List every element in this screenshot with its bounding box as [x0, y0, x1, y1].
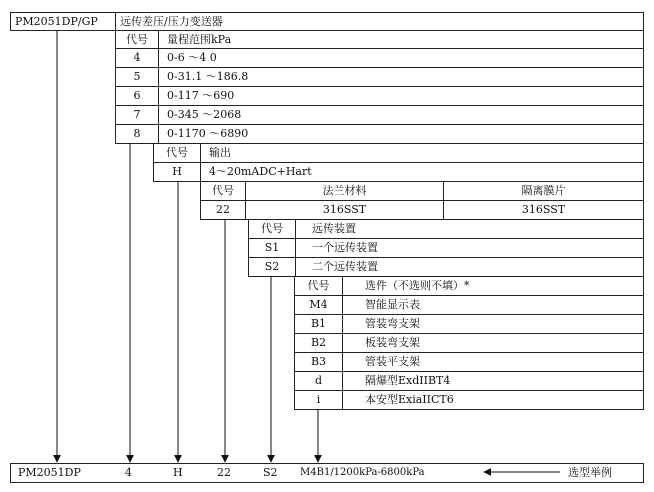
- flange-code: 22: [216, 203, 230, 216]
- range-value: 0-345 ～2068: [167, 108, 242, 121]
- range-value: 0-31.1 ～186.8: [167, 70, 249, 83]
- range-code: 5: [133, 70, 141, 83]
- example-range-code: 4: [125, 466, 132, 479]
- remote-title: 远传装置: [312, 222, 356, 235]
- model-name: PM2051DP/GP: [15, 15, 98, 28]
- flange-material-title: 法兰材料: [322, 184, 367, 197]
- code-label: 代号: [212, 184, 234, 197]
- remote-value: 一个远传装置: [312, 241, 378, 254]
- code-label: 代号: [126, 33, 148, 46]
- code-label: 代号: [261, 222, 283, 235]
- flange-material: 316SST: [322, 203, 367, 216]
- product-title: 远传差压/压力变送器: [120, 15, 223, 28]
- example-model: PM2051DP: [18, 466, 81, 479]
- code-label: 代号: [166, 146, 188, 159]
- range-value: 0-117 ～690: [167, 89, 235, 102]
- option-code: B3: [310, 355, 327, 368]
- output-code: H: [172, 165, 182, 178]
- example-options-code: M4B1/1200kPa-6800kPa: [300, 467, 425, 478]
- range-code: 4: [133, 51, 141, 64]
- option-code: d: [314, 374, 323, 387]
- option-value: 管装平支架: [365, 355, 420, 368]
- remote-value: 二个远传装置: [312, 260, 378, 273]
- diaphragm-material: 316SST: [521, 203, 566, 216]
- option-value: 本安型ExiaIICT6: [365, 393, 454, 406]
- example-flange-code: 22: [217, 466, 231, 479]
- diaphragm-title: 隔离膜片: [521, 184, 566, 197]
- range-code: 8: [133, 127, 141, 140]
- option-value: 智能显示表: [365, 298, 420, 311]
- option-code: B1: [310, 317, 327, 330]
- example-remote-code: S2: [263, 466, 278, 479]
- options-title: 选件（不选则不填）*: [365, 279, 470, 292]
- range-code: 7: [133, 108, 141, 121]
- remote-code: S1: [264, 241, 280, 254]
- code-label: 代号: [307, 279, 330, 292]
- example-output-code: H: [173, 466, 183, 479]
- range-value: 0-6 ～4 0: [167, 51, 217, 64]
- example-label: 选型举例: [568, 466, 612, 479]
- option-value: 隔爆型ExdIIBT4: [365, 374, 451, 387]
- option-code: i: [316, 393, 321, 406]
- range-title: 量程范围kPa: [167, 33, 232, 46]
- option-value: 板装弯支架: [365, 336, 420, 349]
- option-value: 管装弯支架: [365, 317, 420, 330]
- option-code: B2: [310, 336, 327, 349]
- output-value: 4～20mADC+Hart: [209, 165, 312, 178]
- range-code: 6: [133, 89, 141, 102]
- output-title: 输出: [209, 146, 231, 159]
- remote-code: S2: [264, 260, 280, 273]
- option-code: M4: [309, 298, 328, 311]
- range-value: 0-1170 ～6890: [167, 127, 249, 140]
